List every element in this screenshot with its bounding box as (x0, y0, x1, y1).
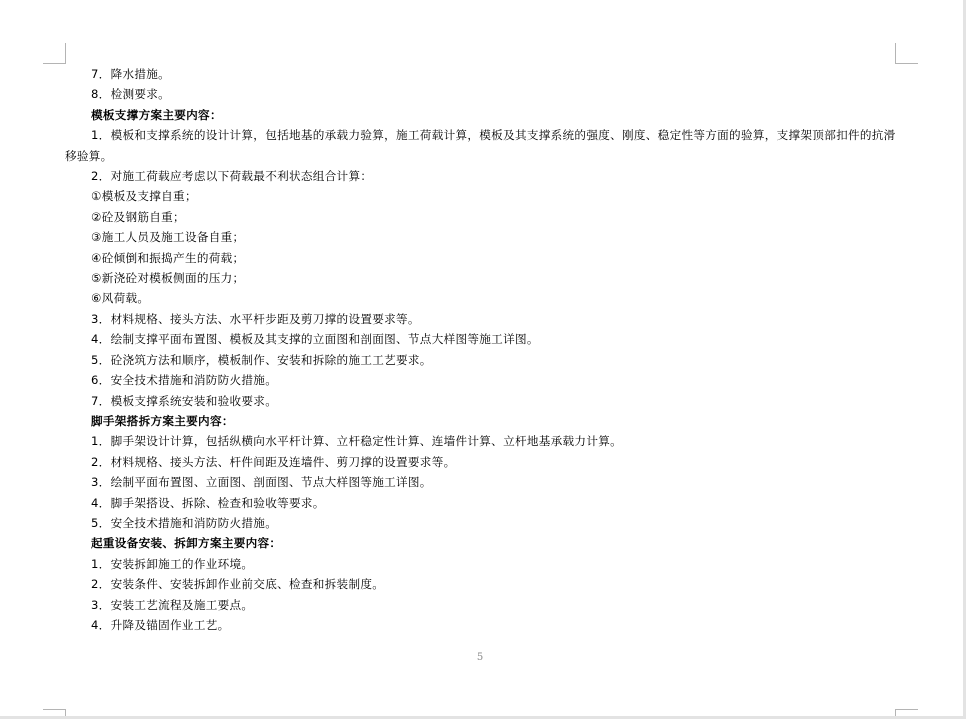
text-line: ③施工人员及施工设备自重； (91, 230, 245, 245)
text-line: 3．绘制平面布置图、立面图、剖面图、节点大样图等施工详图。 (91, 475, 432, 490)
document-body (65, 64, 897, 635)
text-line: 4．升降及锚固作业工艺。 (91, 617, 230, 632)
section-heading: 模板支撑方案主要内容： (91, 107, 222, 122)
text-line: ⑤新浇砼对模板侧面的压力； (91, 271, 245, 286)
text-line: 7．模板支撑系统安装和验收要求。 (91, 393, 278, 408)
text-line: 4．绘制支撑平面布置图、模板及其支撑的立面图和剖面图、节点大样图等施工详图。 (91, 332, 539, 347)
text-line: 1．脚手架设计计算，包括纵横向水平杆计算、立杆稳定性计算、连墙件计算、立杆地基承载力计算。 (91, 434, 623, 449)
text-line: 3．材料规格、接头方法、水平杆步距及剪刀撑的设置要求等。 (91, 311, 420, 326)
text-line: ⑥风荷载。 (91, 291, 150, 306)
text-line: 1．安装拆卸施工的作业环境。 (91, 556, 254, 571)
text-line: 7．降水措施。 (91, 67, 171, 81)
text-line: 5．砼浇筑方法和顺序，模板制作、安装和拆除的施工工艺要求。 (91, 352, 432, 367)
crop-mark-top-right (895, 43, 918, 64)
text-line: 2．安装条件、安装拆卸作业前交底、检查和拆装制度。 (91, 577, 385, 592)
text-line: 2．材料规格、接头方法、杆件间距及连墙件、剪刀撑的设置要求等。 (91, 454, 456, 469)
text-line: 4．脚手架搭设、拆除、检查和验收等要求。 (91, 495, 325, 510)
text-line: 8．检测要求。 (91, 87, 171, 102)
section-heading: 起重设备安装、拆卸方案主要内容： (91, 536, 282, 551)
text-line: 5．安全技术措施和消防防火措施。 (91, 515, 278, 530)
text-line: 6．安全技术措施和消防防火措施。 (91, 373, 278, 388)
text-line: 2．对施工荷载应考虑以下荷载最不利状态组合计算： (91, 169, 373, 184)
page-number: 5 (476, 652, 484, 663)
section-heading: 脚手架搭拆方案主要内容： (91, 413, 234, 428)
text-line: ②砼及钢筋自重； (91, 209, 185, 224)
text-line: ①模板及支撑自重； (91, 189, 197, 204)
crop-mark-top-left (43, 43, 66, 64)
text-line: 1．模板和支撑系统的设计计算，包括地基的承载力验算，施工荷载计算，模板及其支撑系统的强度、刚度、稳定性等方面的验算，支撑架顶部扣件的抗滑移验算。 (65, 128, 896, 163)
text-line: 3．安装工艺流程及施工要点。 (91, 597, 254, 612)
text-line: ④砼倾倒和振捣产生的荷载； (91, 250, 245, 265)
